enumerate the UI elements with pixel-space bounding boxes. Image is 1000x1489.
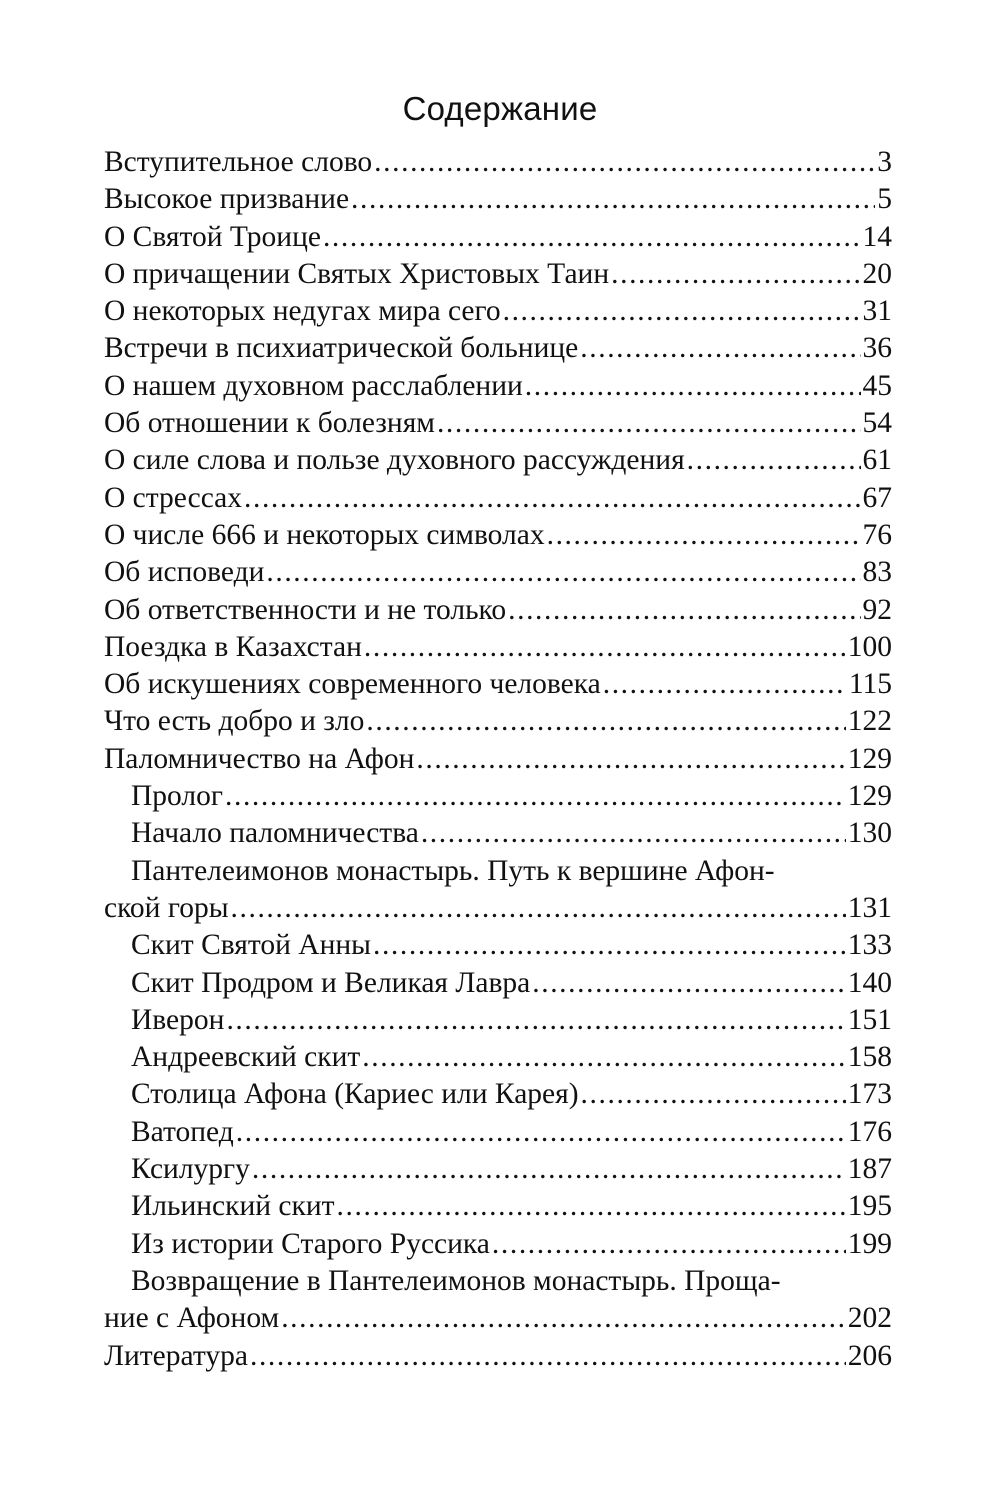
toc-entry-title: Андреевский скит (131, 1041, 361, 1074)
toc-entry-title: Поездка в Казахстан (104, 630, 362, 663)
dot-leader (503, 293, 861, 330)
toc-entry[interactable] (104, 293, 892, 330)
toc-entry[interactable] (104, 256, 892, 293)
toc-page-number: 151 (847, 1003, 892, 1036)
toc-entry-title: Ватопед (131, 1115, 234, 1148)
toc-page-number: 131 (847, 891, 892, 924)
dot-leader (225, 778, 846, 815)
toc-subentry[interactable] (104, 815, 892, 852)
toc-entry[interactable] (104, 592, 892, 629)
toc-page-number: 14 (862, 220, 892, 253)
dot-leader (266, 554, 860, 591)
toc-subentry[interactable] (104, 965, 892, 1002)
toc-page-number: 3 (877, 146, 892, 178)
dot-leader (323, 219, 861, 256)
toc-page-number: 45 (862, 369, 892, 402)
toc-page-number: 92 (862, 593, 892, 626)
toc-entry-title: Начало паломничества (131, 817, 419, 850)
dot-leader (687, 442, 861, 479)
dot-leader (231, 890, 846, 927)
dot-leader (508, 592, 860, 629)
toc-page-number: 31 (862, 295, 892, 328)
toc-entry-title: О некоторых недугах мира сего (104, 295, 501, 328)
dot-leader (364, 629, 846, 666)
dot-leader (492, 1226, 846, 1263)
toc-subentry[interactable] (104, 1076, 892, 1113)
toc-page-number: 202 (847, 1302, 892, 1335)
dot-leader (366, 703, 845, 740)
toc-entry-title: ние с Афоном (104, 1302, 280, 1335)
toc-page-number: 158 (847, 1041, 892, 1074)
toc-entry[interactable] (104, 666, 892, 703)
toc-subentry[interactable] (104, 1039, 892, 1076)
toc-page-number: 100 (847, 630, 892, 663)
toc-entry[interactable] (104, 368, 892, 405)
toc-page-number: 76 (862, 518, 892, 551)
toc-entry-title: О причащении Святых Христовых Таин (104, 257, 610, 290)
toc-entry-title: Высокое призвание (104, 183, 350, 216)
toc-entry-title: Что есть добро и зло (104, 705, 365, 738)
toc-subentry-first-line[interactable]: Возвращение в Пантелеимонов монастырь. Проща- (131, 1264, 781, 1297)
toc-subentry[interactable] (104, 1002, 892, 1039)
toc-entry-title: Из истории Старого Руссика (131, 1227, 490, 1260)
toc-entry-title: Об ответственности и не только (104, 593, 507, 626)
toc-subentry[interactable] (104, 890, 892, 927)
toc-entry-title: Скит Продром и Великая Лавра (131, 966, 531, 999)
toc-page-number: 67 (862, 481, 892, 514)
table-of-contents (104, 144, 892, 1375)
dot-leader (547, 517, 861, 554)
toc-page-number: 122 (847, 705, 892, 738)
toc-entry-title: О числе 666 и некоторых символах (104, 518, 545, 551)
toc-entry-title: Ильинский скит (131, 1190, 335, 1223)
dot-leader (437, 405, 861, 442)
toc-entry[interactable] (104, 480, 892, 517)
toc-entry-title: Паломничество на Афон (104, 742, 415, 775)
toc-entry-title: Столица Афона (Кариес или Карея) (131, 1078, 579, 1111)
toc-entry-title: Встречи в психиатрической больнице (104, 332, 579, 365)
toc-entry[interactable] (104, 703, 892, 740)
dot-leader (362, 1039, 845, 1076)
toc-page-number: 206 (847, 1339, 892, 1372)
toc-entry-title: Об исповеди (104, 556, 265, 589)
toc-page-number: 176 (847, 1115, 892, 1148)
toc-entry-title: Об искушениях современного человека (104, 668, 601, 701)
dot-leader (374, 144, 875, 181)
dot-leader (603, 666, 847, 703)
toc-page-number: 173 (847, 1078, 892, 1111)
dot-leader (532, 965, 846, 1002)
dot-leader (416, 741, 845, 778)
toc-entry[interactable] (104, 554, 892, 591)
toc-subentry-first-line[interactable]: Пантелеимонов монастырь. Путь к вершине Афон- (131, 854, 775, 887)
toc-entry-title: Вступительное слово (104, 146, 373, 178)
toc-page-number: 36 (862, 332, 892, 365)
toc-entry-title: Скит Святой Анны (131, 929, 371, 962)
toc-subentry[interactable] (104, 927, 892, 964)
toc-entry-title: Об отношении к болезням (104, 407, 435, 440)
toc-entry-title: Ксилургу (131, 1153, 250, 1186)
toc-subentry[interactable] (104, 778, 892, 815)
dot-leader (252, 1151, 846, 1188)
toc-entry[interactable] (104, 144, 892, 181)
page-title: Содержание (402, 90, 598, 127)
toc-subentry[interactable] (104, 1226, 892, 1263)
toc-entry[interactable] (104, 405, 892, 442)
toc-entry[interactable] (104, 442, 892, 479)
dot-leader (581, 1076, 846, 1113)
toc-entry-title: О силе слова и пользе духовного рассуждения (104, 444, 685, 477)
toc-subentry[interactable] (104, 1114, 892, 1151)
dot-leader (351, 181, 875, 218)
toc-entry[interactable] (104, 219, 892, 256)
toc-page-number: 129 (847, 742, 892, 775)
toc-entry[interactable] (104, 181, 892, 218)
toc-page-number: 83 (862, 556, 892, 589)
toc-entry-title: О нашем духовном расслаблении (104, 369, 523, 402)
dot-leader (525, 368, 861, 405)
toc-entry[interactable] (104, 330, 892, 367)
toc-page-number: 199 (847, 1227, 892, 1260)
toc-page-number: 54 (862, 407, 892, 440)
dot-leader (236, 1114, 846, 1151)
toc-entry-title: Литература (104, 1339, 248, 1372)
toc-page-number: 115 (848, 668, 892, 701)
toc-entry-title: О стрессах (104, 481, 242, 514)
toc-entry-title: О Святой Троице (104, 220, 321, 253)
dot-leader (421, 815, 846, 852)
dot-leader (580, 330, 860, 367)
toc-entry-title: ской горы (104, 891, 229, 924)
toc-page-number: 20 (862, 257, 892, 290)
dot-leader (337, 1188, 846, 1225)
dot-leader (373, 927, 846, 964)
toc-page-number: 140 (847, 966, 892, 999)
toc-entry[interactable] (104, 741, 892, 778)
toc-page-number: 61 (862, 444, 892, 477)
toc-entry-title: Пролог (131, 780, 223, 813)
toc-entry[interactable] (104, 629, 892, 666)
toc-page-number: 133 (847, 929, 892, 962)
toc-entry-title: Иверон (131, 1003, 225, 1036)
dot-leader (226, 1002, 845, 1039)
toc-page-number: 5 (877, 183, 892, 216)
dot-leader (250, 1338, 846, 1375)
toc-page-number: 195 (847, 1190, 892, 1223)
toc-entry[interactable] (104, 517, 892, 554)
dot-leader (244, 480, 861, 517)
toc-entry[interactable] (104, 1338, 892, 1375)
toc-page-number: 130 (847, 817, 892, 850)
toc-subentry[interactable] (104, 1300, 892, 1337)
toc-page-number: 129 (847, 780, 892, 813)
toc-page-number: 187 (847, 1153, 892, 1186)
dot-leader (281, 1300, 846, 1337)
toc-subentry[interactable] (104, 1151, 892, 1188)
toc-subentry[interactable] (104, 1188, 892, 1225)
dot-leader (611, 256, 860, 293)
